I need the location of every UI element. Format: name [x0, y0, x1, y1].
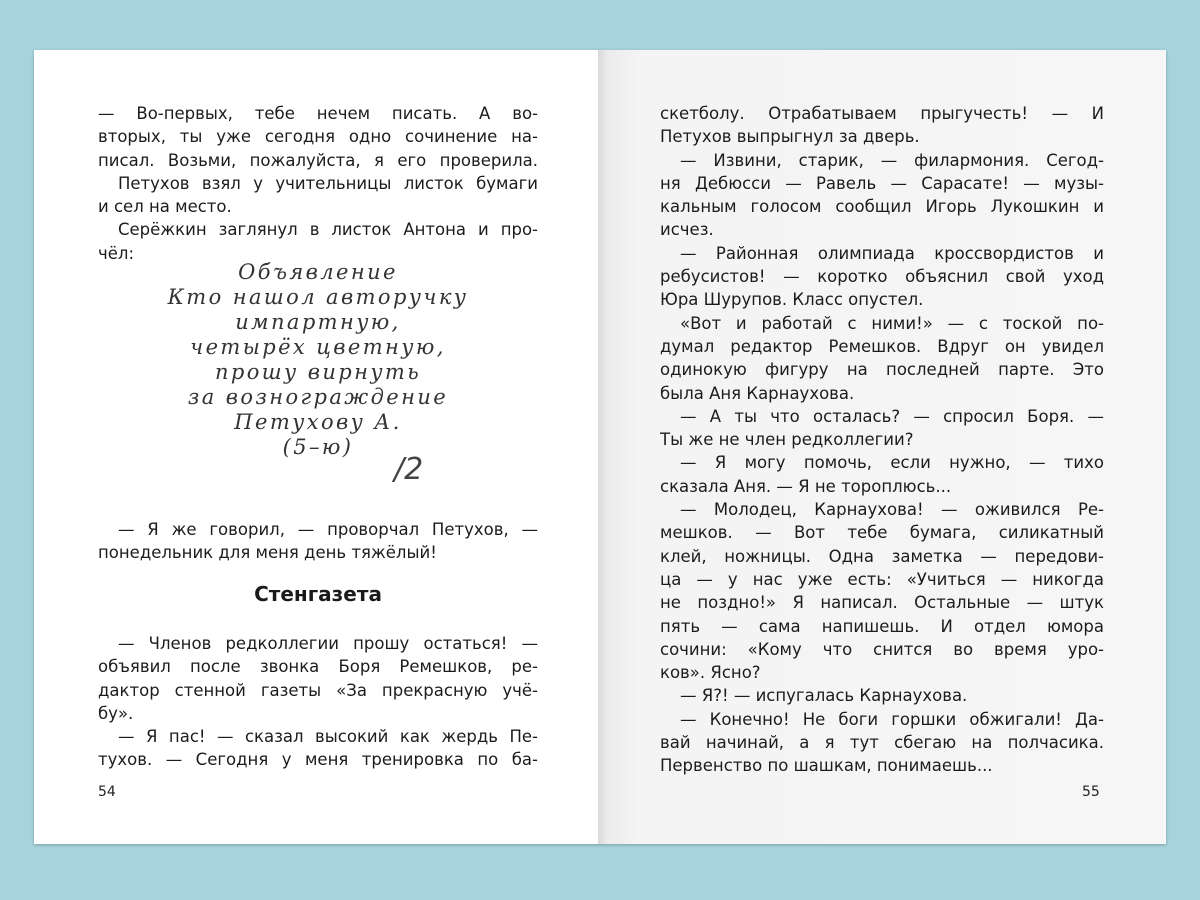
text-line: не поздно!» Я написал. Остальные — штук	[660, 593, 1104, 613]
grade-mark: /2	[394, 452, 424, 487]
text-line: — Во-первых, тебе нечем писать. А во-	[98, 104, 538, 123]
text-line: бу».	[98, 703, 134, 723]
text-line: клей, ножницы. Одна заметка — передови-	[660, 546, 1104, 566]
left-text-top	[98, 102, 538, 265]
text-line: — Членов редколлегии прошу остаться! —	[118, 634, 538, 653]
text-line: — Я?! — испугалась Карнаухова.	[680, 686, 968, 706]
text-line: объявил после звонка Боря Ремешков, ре-	[98, 657, 538, 677]
section-heading: Стенгазета	[254, 582, 382, 606]
text-line: — Я пас! — сказал высокий как жердь Пе-	[118, 727, 538, 747]
text-line: чёл:	[98, 243, 135, 263]
page-number-right: 55	[1082, 784, 1100, 800]
text-line: была Аня Карнаухова.	[660, 383, 855, 403]
text-line: ребусистов! — коротко объяснил свой уход	[660, 267, 1104, 287]
text-line: ня Дебюсси — Равель — Сарасате! — музы-	[660, 173, 1104, 193]
handwritten-line: четырёх цветную,	[190, 335, 446, 359]
book-spread	[34, 50, 1166, 844]
handwritten-line: Кто нашол авторучку	[167, 285, 469, 309]
handwritten-line: прошу вирнуть	[214, 360, 422, 384]
handwritten-line: за вознограждение	[187, 385, 449, 409]
text-line: дактор стенной газеты «За прекрасную учё-	[98, 680, 538, 700]
text-line: — А ты что осталась? — спросил Боря. —	[680, 406, 1104, 426]
text-line: сказала Аня. — Я не тороплюсь...	[660, 476, 952, 496]
text-line: — Извини, старик, — филармония. Сегод-	[680, 150, 1104, 170]
left-text-after-note	[98, 518, 538, 565]
handwritten-line: Объявление	[238, 260, 398, 284]
text-line: Петухов выпрыгнул за дверь.	[660, 127, 920, 147]
text-line: кальным голосом сообщил Игорь Лукошкин и	[660, 197, 1104, 217]
text-line: «Вот и работай с ними!» — с тоской по-	[680, 313, 1104, 333]
text-line: исчез.	[660, 220, 714, 240]
text-line: — Я могу помочь, если нужно, — тихо	[680, 453, 1104, 473]
text-line: пять — сама напишешь. И отдел юмора	[660, 616, 1104, 636]
text-line: — Районная олимпиада кроссвордистов и	[680, 243, 1104, 263]
right-text	[660, 102, 1104, 778]
text-line: и сел на место.	[98, 197, 232, 217]
text-line: думал редактор Ремешков. Вдруг он увидел	[660, 336, 1104, 356]
handwritten-line: импартную,	[235, 310, 401, 334]
text-line: одинокую фигуру на последней парте. Это	[660, 360, 1104, 380]
page-number-left: 54	[98, 784, 116, 800]
text-line: Серёжкин заглянул в листок Антона и про-	[118, 220, 538, 240]
text-line: Юра Шурупов. Класс опустел.	[660, 290, 924, 310]
text-line: — Конечно! Не боги горшки обжигали! Да-	[680, 709, 1104, 729]
text-line: тухов. — Сегодня у меня тренировка по ба-	[98, 750, 538, 770]
text-line: ков». Ясно?	[660, 663, 761, 683]
text-line: вай начинай, а я тут сбегаю на полчасика.	[660, 733, 1104, 753]
text-line: Петухов взял у учительницы листок бумаги	[118, 173, 538, 193]
text-line: Первенство по шашкам, понимаешь...	[660, 756, 993, 776]
text-line: — Молодец, Карнаухова! — оживился Ре-	[680, 500, 1104, 520]
handwritten-line: Петухову А.	[234, 410, 402, 434]
handwritten-announcement	[98, 260, 538, 460]
text-line: — Я же говорил, — проворчал Петухов, —	[118, 520, 538, 539]
text-line: писал. Возьми, пожалуйста, я его проверила.	[98, 150, 538, 170]
text-line: Ты же не член редколлегии?	[660, 430, 914, 450]
text-line: вторых, ты уже сегодня одно сочинение на-	[98, 127, 538, 147]
handwritten-line: (5–ю)	[282, 435, 354, 459]
text-line: скетболу. Отрабатываем прыгучесть! — И	[660, 104, 1104, 123]
text-line: ца — у нас уже есть: «Учиться — никогда	[660, 569, 1104, 589]
text-line: понедельник для меня день тяжёлый!	[98, 543, 437, 563]
text-line: сочини: «Кому что снится во время уро-	[660, 639, 1104, 659]
left-text-section	[98, 632, 538, 772]
right-page	[598, 50, 1166, 844]
text-line: мешков. — Вот тебе бумага, силикатный	[660, 523, 1104, 543]
